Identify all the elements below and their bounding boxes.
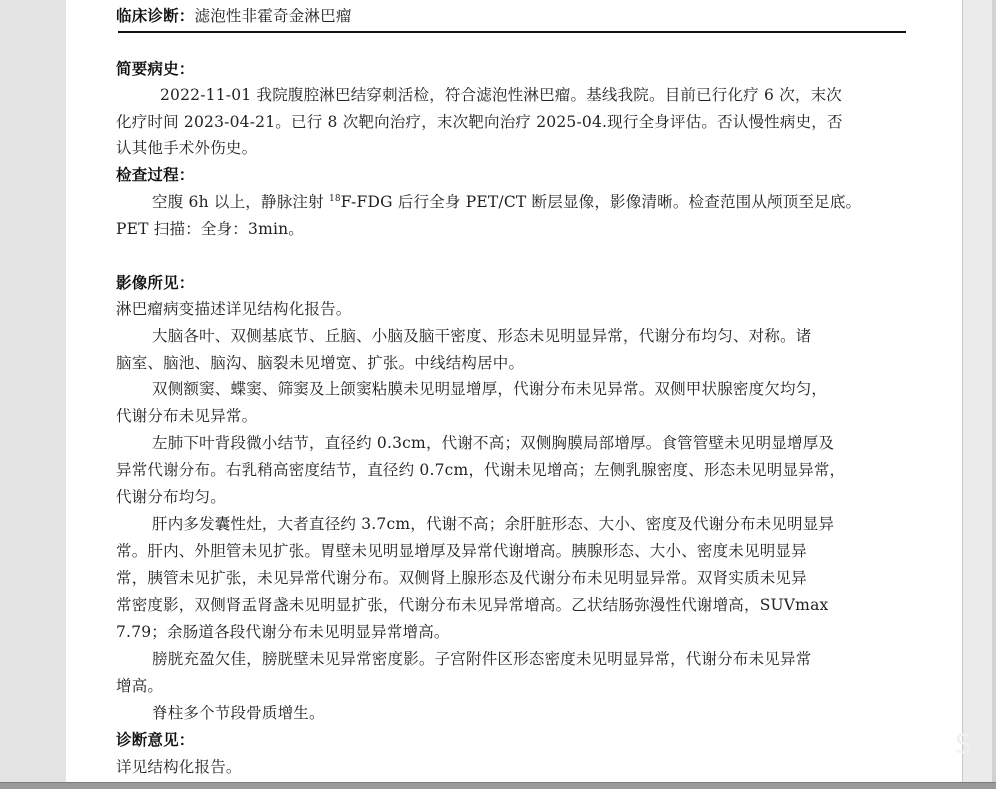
findings-line: 代谢分布未见异常。: [116, 407, 258, 425]
viewer-right-panel: [962, 0, 996, 782]
clinical-diagnosis-label: 临床诊断：: [116, 6, 195, 25]
procedure-line-1-post: F-FDG 后行全身 PET/CT 断层显像，影像清晰。检查范围从颅顶至足底。: [340, 193, 862, 211]
findings-line: 常密度影，双侧肾盂肾盏未见明显扩张，代谢分布未见异常增高。乙状结肠弥漫性代谢增高，SUVmax: [116, 596, 829, 614]
findings-line: 肝内多发囊性灶，大者直径约 3.7cm，代谢不高；余肝脏形态、大小、密度及代谢分布未见明显异: [152, 515, 835, 533]
procedure-line-1-pre: 空腹 6h 以上，静脉注射: [152, 193, 329, 211]
history-title: 简要病史：: [116, 59, 195, 78]
findings-line: 双侧额窦、蝶窦、筛窦及上颌窦粘膜未见明显增厚，代谢分布未见异常。双侧甲状腺密度欠均匀，: [152, 380, 828, 398]
viewer-left-margin: [0, 0, 66, 782]
findings-line: 常。肝内、外胆管未见扩张。胃壁未见明显增厚及异常代谢增高。胰腺形态、大小、密度未见明显异: [116, 542, 807, 560]
findings-line: 左肺下叶背段微小结节，直径约 0.3cm，代谢不高；双侧胸膜局部增厚。食管管壁未见明显增厚及: [152, 434, 835, 452]
findings-line: 脑室、脑池、脑沟、脑裂未见增宽、扩张。中线结构居中。: [116, 354, 525, 372]
vertical-scrollbar[interactable]: [992, 0, 996, 782]
procedure-title: 检查过程：: [116, 165, 195, 184]
procedure-isotope-sup: 18: [328, 194, 341, 204]
procedure-line-1: [152, 190, 861, 212]
findings-line: 常，胰管未见扩张，未见异常代谢分布。双侧肾上腺形态及代谢分布未见明显异常。双肾实质未见异: [116, 569, 807, 587]
findings-line: 大脑各叶、双侧基底节、丘脑、小脑及脑干密度、形态未见明显异常，代谢分布均匀、对称。诸: [152, 327, 812, 345]
procedure-line-2: PET 扫描：全身：3min。: [116, 220, 305, 238]
findings-line: 代谢分布均匀。: [116, 488, 226, 506]
report-page: [66, 0, 962, 782]
history-line-3: 认其他手术外伤史。: [116, 139, 258, 157]
watermark-text: S: [955, 730, 972, 760]
findings-line: 异常代谢分布。右乳稍高密度结节，直径约 0.7cm，代谢未见增高；左侧乳腺密度、形态未见明显异常，: [116, 461, 846, 479]
header-divider: [118, 31, 906, 33]
findings-line: 膀胱充盈欠佳，膀胱壁未见异常密度影。子宫附件区形态密度未见明显异常，代谢分布未见异常: [152, 650, 812, 668]
findings-line: 脊柱多个节段骨质增生。: [152, 704, 325, 722]
diagnosis-title: 诊断意见：: [116, 730, 195, 749]
history-line-1: 2022-11-01 我院腹腔淋巴结穿刺活检，符合滤泡性淋巴瘤。基线我院。目前已行化疗 6 次，末次: [160, 86, 843, 104]
clinical-diagnosis-value: 滤泡性非霍奇金淋巴瘤: [194, 7, 352, 25]
diagnosis-line: 详见结构化报告。: [116, 758, 242, 776]
findings-line: 淋巴瘤病变描述详见结构化报告。: [116, 300, 352, 318]
bottom-status-bar: [0, 782, 996, 789]
findings-line: 7.79；余肠道各段代谢分布未见明显异常增高。: [116, 623, 450, 641]
findings-line: 增高。: [116, 677, 164, 695]
history-line-2: 化疗时间 2023-04-21。已行 8 次靶向治疗，末次靶向治疗 2025-04.现行全身评估。否认慢性病史，否: [116, 113, 843, 131]
clinical-diagnosis-row: [116, 4, 352, 26]
findings-title: 影像所见：: [116, 273, 195, 292]
